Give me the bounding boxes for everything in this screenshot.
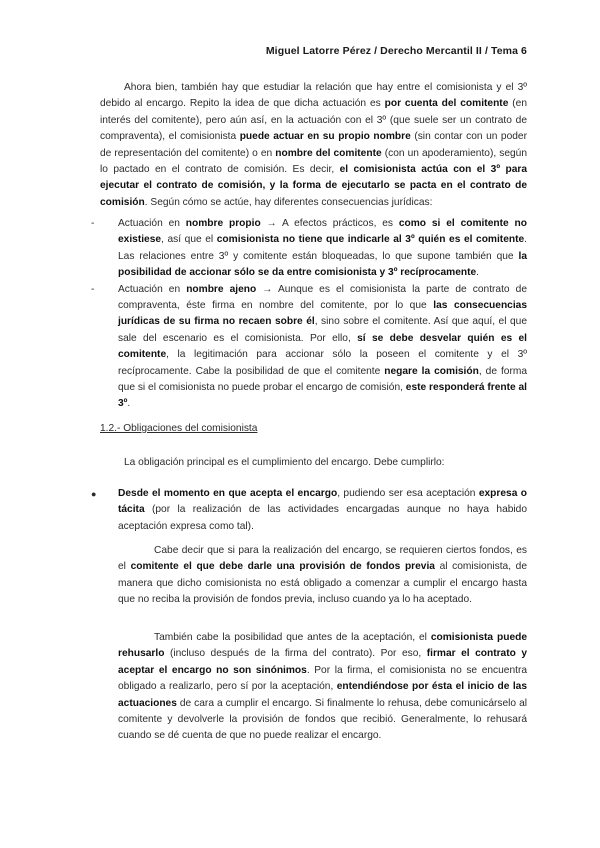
- bold-text-run: comisionista no tiene que indicarle al 3º quién es el comitente: [216, 234, 525, 246]
- bold-text-run: nombre propio: [185, 218, 261, 229]
- text-run: (sin contar con un poder de representación del comitente) o en: [100, 131, 527, 159]
- text-run: , sino sobre el comitente. Así que aquí, el que sale del escenario es el comisionista. Por ello,: [118, 316, 527, 344]
- bold-text-run: nombre del comitente: [275, 147, 382, 159]
- bullet-dot-icon: ●: [91, 489, 97, 499]
- text-run: También cabe la posibilidad que antes de la aceptación, el: [154, 632, 431, 643]
- text-run: Ahora bien, también hay que estudiar la relación que hay entre el comisionista y el 3º debido al encargo. Repito la idea de que dicha actuación es: [100, 82, 527, 110]
- text-run: (por la realización de las actividades encargadas aunque no haya habido aceptación expresa como tal).: [118, 504, 527, 532]
- bold-text-run: por cuenta del comitente: [384, 98, 509, 110]
- intro-text: [100, 80, 527, 211]
- bold-text-run: la posibilidad de accionar sólo se da entre comisionista y 3º recíprocamente: [118, 250, 527, 279]
- text-run: (con un apoderamiento), según lo pactado en el contrato de comisión. Es decir,: [100, 147, 528, 176]
- text-run: . Las relaciones entre 3º y comitente están bloqueadas, lo que supone también que: [118, 234, 527, 262]
- text-run: Actuación en: [118, 218, 186, 229]
- intro-paragraph: [100, 80, 527, 211]
- text-run: al comisionista, de manera que dicho comisionista no está obligado a comenzar a cumplir el encargo hasta que no reciba la provisión de fondos previa, incluso cuando ya lo ha aceptado.: [118, 561, 528, 606]
- bullet-list: [91, 486, 527, 535]
- bold-text-run: comitente el que debe darle una provisión de fondos previa: [130, 561, 435, 573]
- list-item-text: [118, 284, 527, 410]
- bold-text-run: las consecuencias jurídicas de su firma no recaen sobre él: [118, 300, 527, 328]
- bold-text-run: este responderá frente al 3º: [118, 382, 527, 410]
- refuse-paragraph: [118, 630, 527, 745]
- list-item: [91, 216, 527, 282]
- bold-text-run: Desde el momento en que acepta el encargo: [118, 488, 338, 499]
- funds-text: [118, 543, 527, 609]
- page-header: Miguel Latorre Pérez / Derecho Mercantil II / Tema 6: [265, 45, 527, 57]
- text-run: → A efectos prácticos, es: [260, 218, 399, 229]
- obligation-intro: La obligación principal es el cumplimiento del encargo. Debe cumplirlo:: [124, 457, 445, 468]
- refuse-text: [118, 630, 527, 745]
- text-run: → Aunque es el comisionista la parte de contrato de compraventa, éste firma en nombre del comitente, por lo que: [118, 283, 527, 312]
- list-marker: -: [91, 218, 95, 229]
- list-marker: -: [91, 283, 95, 295]
- text-run: de cara a cumplir el encargo. Si finalmente lo rehusa, debe comunicárselo al comitente y devolverle la provisión de fondos que recibió. Generalmente, lo rehusará cuando se dé cuenta de que no puede realizar el encargo.: [118, 697, 527, 742]
- bold-text-run: puede actuar en su propio nombre: [239, 131, 411, 143]
- bold-text-run: expresa o tácita: [118, 488, 527, 516]
- text-run: . Según cómo se actúe, hay diferentes consecuencias jurídicas:: [144, 196, 433, 208]
- action-list: [91, 216, 527, 413]
- bold-text-run: negare la comisión: [384, 365, 479, 377]
- text-run: , pudiendo ser esa aceptación: [337, 488, 479, 499]
- bold-text-run: entendiéndose por ésta el inicio de las actuaciones: [118, 681, 527, 709]
- bullet-item: [91, 486, 527, 535]
- section-heading: 1.2.- Obligaciones del comisionista: [100, 423, 258, 434]
- list-item-text: [118, 218, 527, 278]
- bold-text-run: como si el comitente no existiese: [118, 218, 527, 246]
- text-run: Actuación en: [118, 283, 187, 295]
- text-run: Cabe decir que si para la realización del encargo, se requieren ciertos fondos, es el: [118, 545, 527, 573]
- text-run: (en interés del comitente), pero aún así, en la actuación con el 3º (que suele ser un contrato de compraventa), el comisionista: [100, 98, 527, 143]
- bold-text-run: el comisionista actúa con el 3º para ejecutar el contrato de comisión, y la forma de ejecutarlo se pacta en el contrato de comisión: [100, 164, 527, 208]
- text-run: , la legitimación para accionar sólo la poseen el comitente y el 3º recíprocamente. Cabe la posibilidad de que el comitente: [118, 349, 527, 377]
- funds-paragraph: [118, 543, 527, 609]
- text-run: , así que el: [161, 234, 217, 246]
- text-run: .: [127, 398, 131, 410]
- list-item: [91, 282, 527, 413]
- bold-text-run: comisionista puede rehusarlo: [118, 632, 527, 660]
- text-run: , de forma que si el comisionista no puede probar el encargo de comisión,: [118, 365, 527, 394]
- text-run: . Por la firma, el comisionista no se encuentra obligado a realizarlo, pero sí por la aceptación,: [118, 664, 528, 693]
- bold-text-run: sí se debe desvelar quién es el comitente: [118, 332, 527, 361]
- text-run: .: [476, 267, 479, 279]
- bullet-item-text: [118, 488, 527, 532]
- bold-text-run: nombre ajeno: [186, 283, 257, 295]
- bold-text-run: firmar el contrato y aceptar el encargo no son sinónimos: [118, 648, 528, 676]
- text-run: (incluso después de la firma del contrato). Por eso,: [164, 648, 427, 660]
